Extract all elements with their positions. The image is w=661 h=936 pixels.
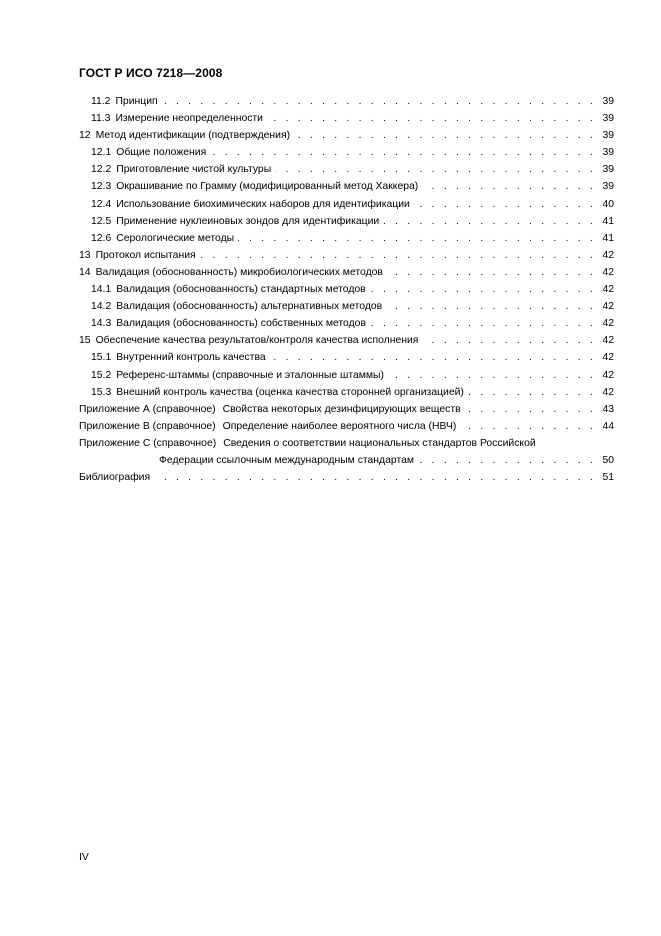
toc-entry <box>79 384 614 401</box>
toc-entry-page: 43 <box>602 403 614 415</box>
toc-entry-page: 42 <box>602 335 614 347</box>
toc-entry-label <box>91 230 234 247</box>
toc-entry-number: 11.3 <box>91 113 111 125</box>
document-header: ГОСТ Р ИСО 7218—2008 <box>79 66 223 80</box>
dot-leader <box>154 469 596 486</box>
toc-entry-number: 11.2 <box>91 96 111 107</box>
toc-entry <box>79 264 614 281</box>
toc-entry-number: 12.2 <box>91 164 112 176</box>
toc-entry <box>79 332 614 349</box>
toc-entry-title: Валидация (обоснованность) альтернативных методов <box>116 301 383 313</box>
toc-entry-page: 39 <box>602 130 614 142</box>
toc-entry-page: 41 <box>602 215 614 227</box>
toc-entry <box>79 178 614 195</box>
toc-entry-number: 12.4 <box>91 198 112 210</box>
toc-entry-label <box>91 315 366 332</box>
toc-entry <box>79 161 614 178</box>
toc-entry-page: 42 <box>602 369 614 381</box>
toc-entry-title: Внутренний контроль качества <box>116 352 266 364</box>
toc-entry-number: 12.1 <box>91 147 112 159</box>
toc-entry-title: Использование биохимических наборов для идентификации <box>116 198 410 210</box>
toc-entry-label <box>91 298 382 315</box>
toc-entry-title: Определение наиболее вероятного числа (НВЧ) <box>222 420 457 432</box>
dot-leader <box>468 384 596 401</box>
toc-entry-number: Приложение С (справочное) <box>79 437 217 449</box>
toc-entry-label <box>79 247 196 264</box>
toc-entry-label <box>91 93 158 110</box>
toc-entry-number: 15 <box>79 335 91 347</box>
toc-entry <box>79 127 614 144</box>
toc-entry <box>79 452 614 469</box>
toc-entry-label <box>79 332 418 349</box>
toc-entry <box>79 213 614 230</box>
toc-entry-number: 14.3 <box>91 318 112 330</box>
toc-entry-page: 42 <box>602 386 614 398</box>
dot-leader <box>465 401 596 418</box>
toc-entry <box>79 469 614 486</box>
dot-leader <box>414 196 596 213</box>
toc-entry <box>79 349 614 366</box>
dot-leader <box>267 110 596 127</box>
toc-entry-page: 39 <box>602 113 614 125</box>
toc-entry-number: 15.3 <box>91 386 112 398</box>
toc-entry-title: Референс-штаммы (справочные и эталонные штаммы) <box>116 369 384 381</box>
toc-entry-page: 39 <box>602 96 614 107</box>
toc-entry-number: 14 <box>79 266 91 278</box>
toc-entry <box>79 367 614 384</box>
toc-entry <box>79 281 614 298</box>
toc-entry-number: Приложение В (справочное) <box>79 420 216 432</box>
dot-leader <box>387 264 596 281</box>
toc-entry-label <box>91 196 410 213</box>
toc-entry-page: 42 <box>602 318 614 330</box>
dot-leader <box>418 452 596 469</box>
toc-entry-title: Федерации ссылочным международным стандартам <box>159 454 415 466</box>
page-number: IV <box>79 852 89 863</box>
toc-entry-number: 15.2 <box>91 369 112 381</box>
toc-entry-page: 50 <box>602 454 614 466</box>
toc-entry-label <box>79 401 461 418</box>
toc-entry-title: Окрашивание по Грамму (модифицированный метод Хаккера) <box>116 181 419 193</box>
toc-entry-label <box>91 110 263 127</box>
dot-leader <box>383 213 596 230</box>
toc-entry-title: Измерение неопределенности <box>115 113 263 125</box>
dot-leader <box>460 418 596 435</box>
toc-entry-label <box>91 161 271 178</box>
toc-entry-number: 12.3 <box>91 181 112 193</box>
toc-entry <box>79 196 614 213</box>
toc-entry-page: 41 <box>602 232 614 244</box>
dot-leader <box>388 367 596 384</box>
toc-entry-title: Валидация (обоснованность) стандартных методов <box>116 284 366 296</box>
toc-entry-label <box>79 469 150 486</box>
toc-entry-number: Приложение А (справочное) <box>79 403 216 415</box>
dot-leader <box>210 144 596 161</box>
toc-entry <box>79 110 614 127</box>
toc-entry-number: 14.2 <box>91 301 112 313</box>
toc-entry-title: Внешний контроль качества (оценка качества сторонней организацией) <box>116 386 464 398</box>
toc-entry-title: Валидация (обоснованность) микробиологических методов <box>95 266 383 278</box>
dot-leader <box>200 247 596 264</box>
toc-entry-label <box>91 349 266 366</box>
toc-entry-page: 39 <box>602 181 614 193</box>
toc-entry-label <box>79 127 290 144</box>
toc-entry-number: 12.5 <box>91 215 112 227</box>
dot-leader <box>422 178 596 195</box>
toc-entry-title: Применение нуклеиновых зондов для идентификации <box>116 215 380 227</box>
dot-leader <box>238 230 596 247</box>
table-of-contents <box>79 93 614 486</box>
toc-entry-title: Метод идентификации (подтверждения) <box>95 130 291 142</box>
toc-entry-number: 13 <box>79 249 91 261</box>
toc-entry-label <box>91 144 206 161</box>
toc-entry-title: Приготовление чистой культуры <box>116 164 272 176</box>
toc-entry-label <box>79 264 383 281</box>
toc-entry-title: Валидация (обоснованность) собственных методов <box>116 318 366 330</box>
toc-entry-page: 39 <box>602 147 614 159</box>
toc-entry-label <box>91 367 384 384</box>
toc-entry-title: Библиография <box>79 472 151 484</box>
toc-entry-label <box>91 178 418 195</box>
toc-entry-label <box>79 435 536 452</box>
toc-entry <box>79 418 614 435</box>
dot-leader <box>422 332 596 349</box>
toc-entry <box>79 435 614 452</box>
toc-entry-page: 42 <box>602 301 614 313</box>
toc-entry <box>79 298 614 315</box>
toc-entry-page: 39 <box>602 164 614 176</box>
toc-entry-page: 42 <box>602 284 614 296</box>
toc-entry-title: Серологические методы <box>116 232 235 244</box>
toc-entry-label <box>91 281 366 298</box>
toc-entry-number: 15.1 <box>91 352 112 364</box>
toc-entry <box>79 144 614 161</box>
toc-entry <box>79 247 614 264</box>
toc-entry-page: 44 <box>602 420 614 432</box>
toc-entry <box>79 315 614 332</box>
toc-entry-label <box>91 384 464 401</box>
toc-entry-number: 12.6 <box>91 232 112 244</box>
toc-entry-number: 14.1 <box>91 284 112 296</box>
dot-leader <box>386 298 596 315</box>
dot-leader <box>294 127 596 144</box>
toc-entry-page: 42 <box>602 249 614 261</box>
toc-entry-number: 12 <box>79 130 91 142</box>
toc-entry-title: Общие положения <box>116 147 207 159</box>
dot-leader <box>370 315 596 332</box>
toc-entry-label <box>91 213 379 230</box>
toc-entry-title: Обеспечение качества результатов/контроля качества исполнения <box>95 335 419 347</box>
toc-entry <box>79 401 614 418</box>
toc-entry-title: Сведения о соответствии национальных стандартов Российской <box>223 437 536 449</box>
dot-leader <box>162 93 596 110</box>
dot-leader <box>270 349 596 366</box>
toc-entry <box>79 230 614 247</box>
toc-entry-page: 40 <box>602 198 614 210</box>
toc-entry-page: 51 <box>602 472 614 484</box>
toc-entry-page: 42 <box>602 352 614 364</box>
toc-entry-title: Свойства некоторых дезинфицирующих веществ <box>222 403 461 415</box>
dot-leader <box>275 161 596 178</box>
dot-leader <box>370 281 596 298</box>
toc-entry-label <box>159 452 414 469</box>
toc-entry-page: 42 <box>602 266 614 278</box>
toc-entry-title: Протокол испытания <box>95 249 196 261</box>
toc-entry-label <box>79 418 456 435</box>
toc-entry <box>79 93 614 110</box>
toc-entry-title: Принцип <box>115 96 158 107</box>
